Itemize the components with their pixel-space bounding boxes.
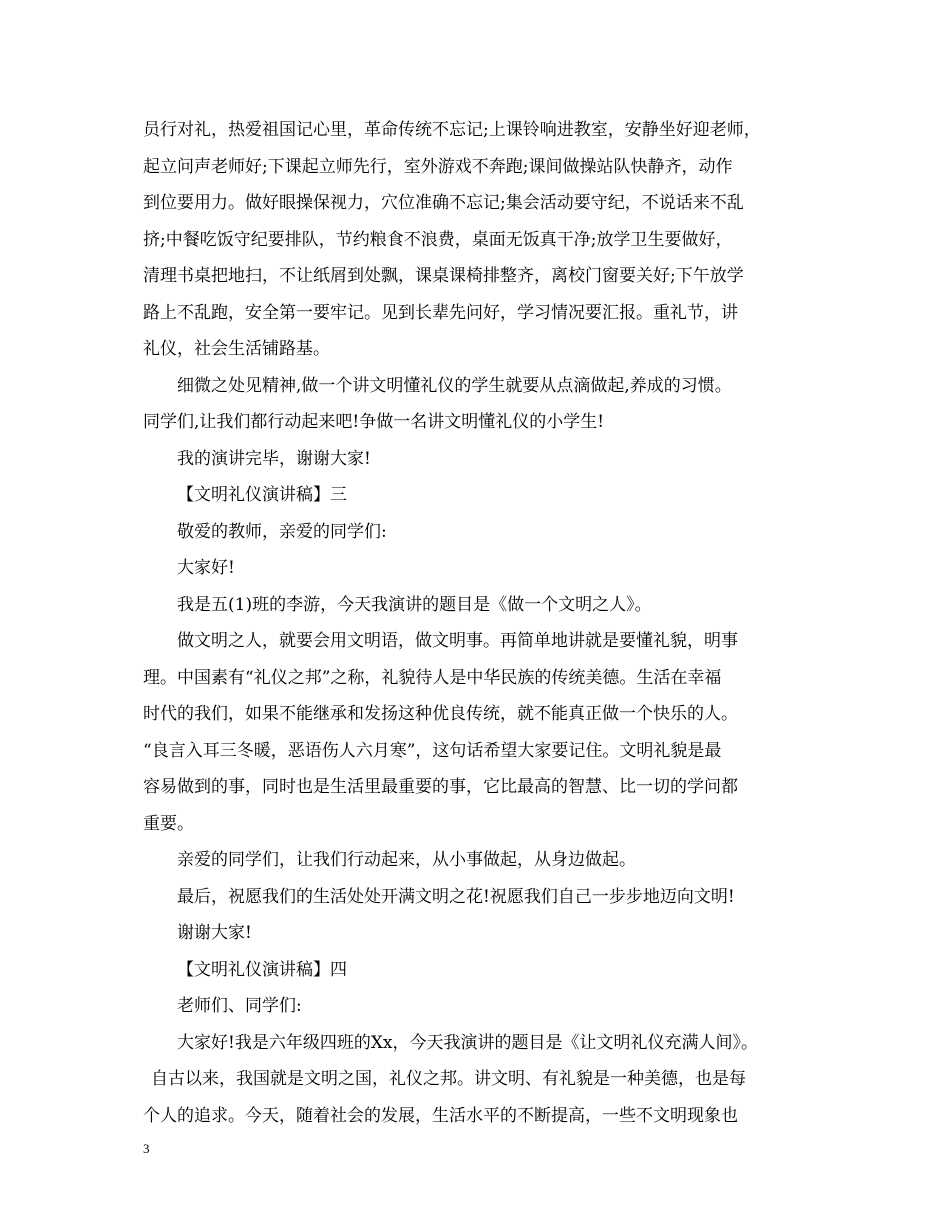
text-line: 自古以来，我国就是文明之国，礼仪之邦。讲文明、有礼貌是一种美德，也是每: [151, 1069, 746, 1089]
greeting-line: 大家好!: [177, 558, 235, 578]
page-number: 3: [143, 1141, 150, 1156]
section-heading: 【文明礼仪演讲稿】三: [177, 485, 347, 505]
text-line: 路上不乱跑，安全第一要牢记。见到长辈先问好，学习情况要汇报。重礼节，讲: [143, 303, 738, 323]
text-line: 时代的我们，如果不能继承和发扬这种优良传统，就不能真正做一个快乐的人。: [143, 704, 738, 724]
text-line: 起立问声老师好;下课起立师先行，室外游戏不奔跑;课间做操站队快静齐，动作: [143, 157, 733, 177]
text-line: 个人的追求。今天，随着社会的发展，生活水平的不断提高，一些不文明现象也: [143, 1106, 738, 1126]
salutation-line: 敬爱的教师，亲爱的同学们:: [177, 522, 387, 542]
paragraph-start-line: 大家好!我是六年级四班的Xx，今天我演讲的题目是《让文明礼仪充满人间》。: [177, 1033, 759, 1053]
section-heading: 【文明礼仪演讲稿】四: [177, 960, 347, 980]
salutation-line: 老师们、同学们:: [177, 996, 302, 1016]
text-line: 同学们,让我们都行动起来吧!争做一名讲文明懂礼仪的小学生!: [143, 412, 605, 432]
text-line: 容易做到的事，同时也是生活里最重要的事，它比最高的智慧、比一切的学问都: [143, 777, 738, 797]
paragraph-start-line: 做文明之人，就要会用文明语，做文明事。再简单地讲就是要懂礼貌，明事: [177, 631, 738, 651]
text-line: 清理书桌把地扫，不让纸屑到处飘，课桌课椅排整齐，离校门窗要关好;下午放学: [143, 266, 744, 286]
text-line: “良言入耳三冬暖，恶语伤人六月寒”，这句话希望大家要记住。文明礼貌是最: [143, 741, 722, 761]
paragraph-start-line: 细微之处见精神,做一个讲文明懂礼仪的学生就要从点滴做起,养成的习惯。: [177, 376, 732, 396]
paragraph-start-line: 我是五(1)班的李游，今天我演讲的题目是《做一个文明之人》。: [177, 595, 652, 615]
text-line: 重要。: [143, 814, 194, 834]
text-line: 员行对礼，热爱祖国记心里，革命传统不忘记;上课铃响进教室，安静坐好迎老师，: [143, 120, 761, 140]
paragraph-start-line: 我的演讲完毕，谢谢大家!: [177, 449, 371, 469]
paragraph-start-line: 亲爱的同学们，让我们行动起来，从小事做起，从身边做起。: [177, 850, 636, 870]
closing-line: 谢谢大家!: [177, 923, 252, 943]
text-line: 挤;中餐吃饭守纪要排队，节约粮食不浪费，桌面无饭真干净;放学卫生要做好，: [143, 230, 733, 250]
paragraph-start-line: 最后，祝愿我们的生活处处开满文明之花!祝愿我们自己一步步地迈向文明!: [177, 887, 735, 907]
text-line: 到位要用力。做好眼操保视力，穴位准确不忘记;集会活动要守纪，不说话来不乱: [143, 193, 744, 213]
text-line: 理。中国素有“礼仪之邦”之称，礼貌待人是中华民族的传统美德。生活在幸福: [143, 668, 722, 688]
text-line: 礼仪，社会生活铺路基。: [143, 339, 330, 359]
